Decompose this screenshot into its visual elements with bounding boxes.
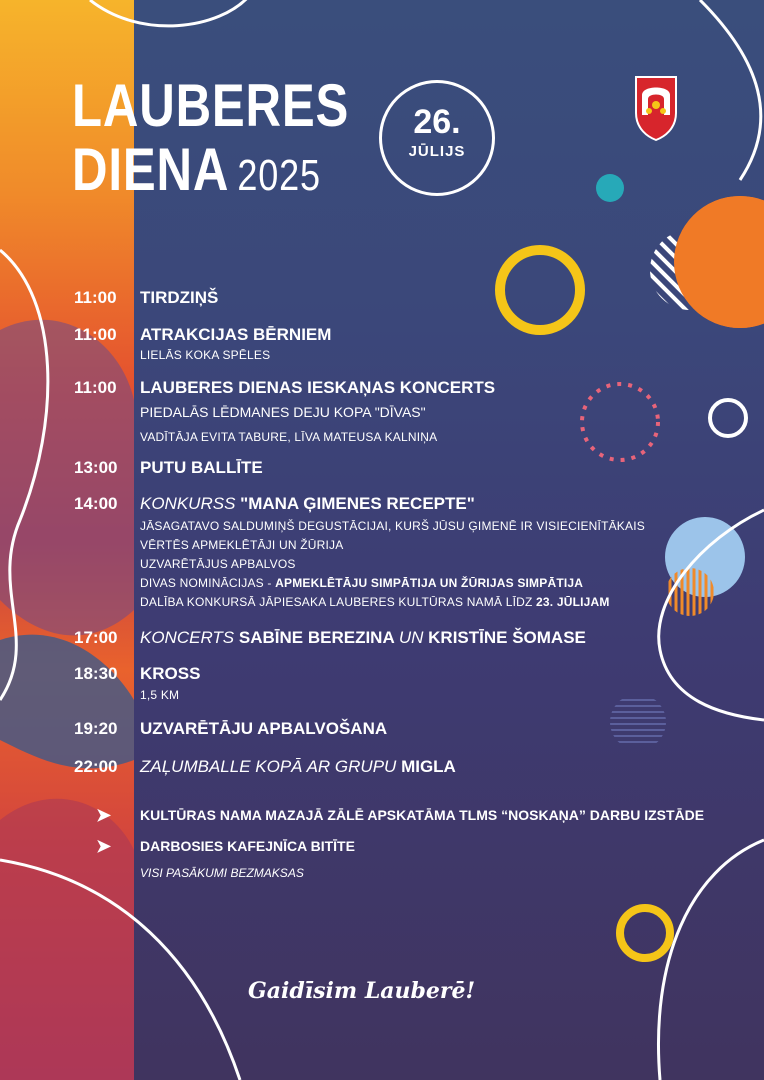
event-detail: JĀSAGATAVO SALDUMIŅŠ DEGUSTĀCIJAI, KURŠ JŪSU ĢIMENĒ IR VISIECIENĪTĀKAIS: [140, 519, 645, 533]
event-detail: [140, 576, 583, 590]
lined-circle: [600, 700, 680, 742]
top-arc: [90, 0, 250, 26]
event-detail: VĒRTĒS APMEKLĒTĀJI UN ŽŪRIJA: [140, 538, 344, 552]
event-detail: LIELĀS KOKA SPĒLES: [140, 348, 271, 362]
dashed-ring: [582, 384, 658, 460]
title-year: 2025: [237, 151, 321, 200]
event-time: 17:00: [74, 628, 118, 647]
event-title-italic: KONKURSS: [140, 494, 236, 513]
white-ring-small: [710, 400, 746, 436]
date-month: JŪLIJS: [408, 143, 466, 160]
title-line-1: LAUBERES: [72, 72, 350, 139]
free-note: VISI PASĀKUMI BEZMAKSAS: [140, 866, 304, 880]
event-time: 13:00: [74, 458, 118, 477]
event-title-main: MIGLA: [401, 757, 456, 776]
deadline-date: 23. JŪLIJAM: [536, 595, 610, 609]
left-curve: [0, 250, 48, 700]
event-time: 14:00: [74, 494, 118, 513]
yellow-ring-bottom: [620, 908, 670, 958]
yellow-ring-top: [500, 250, 580, 330]
title-line-2: [72, 136, 321, 206]
event-time: 18:30: [74, 664, 118, 683]
event-title: TIRDZIŅŠ: [140, 288, 219, 307]
event-detail: UZVARĒTĀJUS APBALVOS: [140, 557, 296, 571]
event-title: [140, 628, 586, 648]
date-circle: [379, 80, 495, 196]
event-title-italic: ZAĻUMBALLE KOPĀ AR GRUPU: [140, 757, 397, 776]
artist-2: KRISTĪNE ŠOMASE: [428, 628, 586, 647]
note-text: KULTŪRAS NAMA MAZAJĀ ZĀLĒ APSKATĀMA TLMS “NOSKAŅA” DARBU IZSTĀDE: [140, 807, 705, 823]
artist-1: SABĪNE BEREZINA: [238, 628, 395, 647]
event-time: 22:00: [74, 757, 118, 776]
event-time: 11:00: [74, 378, 117, 397]
teal-dot-circle: [596, 174, 624, 202]
bottom-right-curve: [658, 840, 764, 1080]
event-time: 19:20: [74, 719, 118, 738]
date-day: 26.: [413, 103, 461, 141]
event-time: 11:00: [74, 288, 117, 307]
nominations-value: APMEKLĒTĀJU SIMPĀTIJA UN ŽŪRIJAS SIMPĀTIJA: [275, 576, 584, 590]
event-title-main: "MANA ĢIMENES RECEPTE": [240, 494, 475, 513]
event-title: ATRAKCIJAS BĒRNIEM: [140, 325, 332, 344]
event-title-italic: KONCERTS: [140, 628, 235, 647]
municipality-crest-icon: [634, 75, 678, 141]
event-detail: VADĪTĀJA EVITA TABURE, LĪVA MATEUSA KALNIŅA: [140, 430, 438, 444]
event-title-italic: UN: [398, 628, 424, 647]
deadline-label: DALĪBA KONKURSĀ JĀPIESAKA LAUBERES KULTŪRAS NAMĀ LĪDZ: [140, 595, 537, 609]
event-time: 11:00: [74, 325, 117, 344]
event-title: UZVARĒTĀJU APBALVOŠANA: [140, 719, 388, 738]
event-detail: PIEDALĀS LĒDMANES DEJU KOPA "DĪVAS": [140, 404, 426, 420]
event-title: [140, 757, 456, 777]
closing-slogan: Gaidīsim Lauberē!: [248, 978, 476, 1004]
right-top-curve: [700, 0, 761, 180]
event-title: LAUBERES DIENAS IESKAŅAS KONCERTS: [140, 378, 496, 397]
bottom-left-curve: [0, 860, 240, 1080]
event-title: PUTU BALLĪTE: [140, 458, 263, 477]
arrow-bullet-icon: ➤: [96, 805, 112, 825]
event-title: [140, 494, 475, 514]
event-title: KROSS: [140, 664, 201, 683]
event-detail: 1,5 KM: [140, 688, 180, 702]
arrow-bullet-icon: ➤: [96, 836, 112, 856]
title-word-diena: DIENA: [72, 136, 230, 203]
event-detail: [140, 595, 610, 609]
nominations-label: DIVAS NOMINĀCIJAS -: [140, 576, 276, 590]
note-text: DARBOSIES KAFEJNĪCA BITĪTE: [140, 838, 355, 854]
